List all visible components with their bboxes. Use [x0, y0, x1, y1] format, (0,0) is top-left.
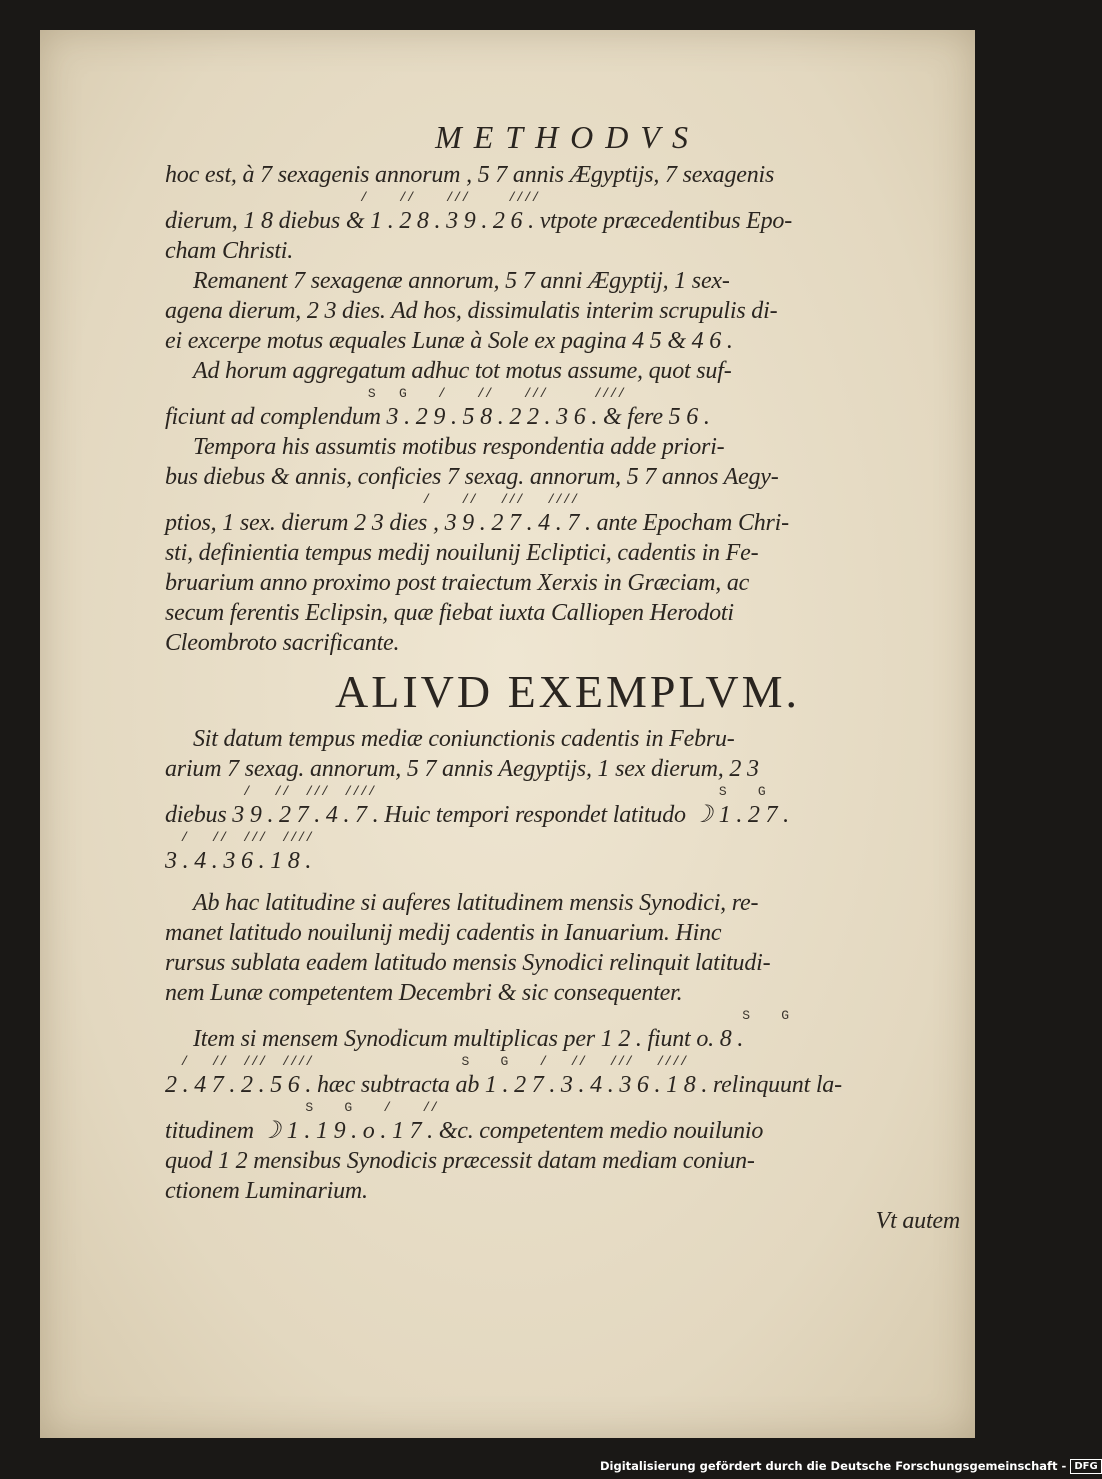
text-line: ei excerpe motus æquales Lunæ à Sole ex pagina 4 5 & 4 6 . [165, 328, 733, 354]
book-page [40, 30, 975, 1438]
sexagesimal-marks: / // /// //// [165, 830, 314, 845]
text-line: 2 . 4 7 . 2 . 5 6 . hæc subtracta ab 1 . 2 7 . 3 . 4 . 3 6 . 1 8 . relinquunt la- [165, 1072, 842, 1098]
text-line: agena dierum, 2 3 dies. Ad hos, dissimulatis interim scrupulis di- [165, 298, 778, 324]
text-line: Cleombroto sacrificante. [165, 630, 400, 656]
sexagesimal-marks: / // /// //// S G / // /// //// [165, 1054, 688, 1069]
text-line: ptios, 1 sex. dierum 2 3 dies , 3 9 . 2 7 . 4 . 7 . ante Epocham Chri- [165, 510, 789, 536]
text-line: Ab hac latitudine si auferes latitudinem mensis Synodici, re- [193, 890, 759, 916]
text-line: ctionem Luminarium. [165, 1178, 368, 1204]
running-head: METHODVS [435, 119, 700, 155]
text-line: titudinem ☽ 1 . 1 9 . o . 1 7 . &c. competentem medio nouilunio [165, 1118, 764, 1144]
sexagesimal-marks: / // /// //// [165, 492, 579, 507]
page-text [165, 116, 970, 1236]
sexagesimal-marks: S G / // /// //// [165, 386, 626, 401]
text-line: dierum, 1 8 diebus & 1 . 2 8 . 3 9 . 2 6 . vtpote præcedentibus Epo- [165, 208, 792, 234]
text-line: cham Christi. [165, 238, 294, 264]
text-line: Ad horum aggregatum adhuc tot motus assume, quot suf- [193, 358, 732, 384]
sexagesimal-marks: / // /// //// [165, 190, 540, 205]
text-line: Sit datum tempus mediæ coniunctionis cadentis in Febru- [193, 726, 735, 752]
text-line: quod 1 2 mensibus Synodicis præcessit datam mediam coniun- [165, 1148, 755, 1174]
text-line: bus diebus & annis, conficies 7 sexag. annorum, 5 7 annos Aegy- [165, 464, 779, 490]
footer-text: Digitalisierung gefördert durch die Deutsche Forschungsgemeinschaft - [600, 1459, 1067, 1473]
text-line: arium 7 sexag. annorum, 5 7 annis Aegyptijs, 1 sex dierum, 2 3 [165, 756, 759, 782]
footer-credit [600, 1456, 1098, 1476]
text-line: diebus 3 9 . 2 7 . 4 . 7 . Huic tempori respondet latitudo ☽ 1 . 2 7 . [165, 802, 789, 828]
text-line: rursus sublata eadem latitudo mensis Synodici relinquit latitudi- [165, 950, 771, 976]
text-line: ficiunt ad complendum 3 . 2 9 . 5 8 . 2 2 . 3 6 . & fere 5 6 . [165, 404, 710, 430]
text-line: hoc est, à 7 sexagenis annorum , 5 7 annis Ægyptijs, 7 sexagenis [165, 162, 775, 188]
text-line: 3 . 4 . 3 6 . 1 8 . [165, 848, 312, 874]
text-line: sti, definientia tempus medij nouilunij Ecliptici, cadentis in Fe- [165, 540, 759, 566]
sexagesimal-marks: S G [165, 1008, 790, 1023]
dfg-logo: DFG [1070, 1459, 1101, 1474]
text-line: bruarium anno proximo post traiectum Xerxis in Græciam, ac [165, 570, 750, 596]
section-heading: ALIVD EXEMPLVM. [335, 666, 800, 717]
text-line: Item si mensem Synodicum multiplicas per 1 2 . fiunt o. 8 . [193, 1026, 744, 1052]
catchword: Vt autem [875, 1208, 960, 1234]
text-line: manet latitudo nouilunij medij cadentis in Ianuarium. Hinc [165, 920, 722, 946]
text-line: Remanent 7 sexagenæ annorum, 5 7 anni Ægyptij, 1 sex- [193, 268, 730, 294]
text-line: secum ferentis Eclipsin, quæ fiebat iuxta Calliopen Herodoti [165, 600, 734, 626]
sexagesimal-marks: / // /// //// S G [165, 784, 766, 799]
text-line: nem Lunæ competentem Decembri & sic consequenter. [165, 980, 683, 1006]
text-line: Tempora his assumtis motibus respondentia adde priori- [193, 434, 725, 460]
sexagesimal-marks: S G / // [165, 1100, 439, 1115]
